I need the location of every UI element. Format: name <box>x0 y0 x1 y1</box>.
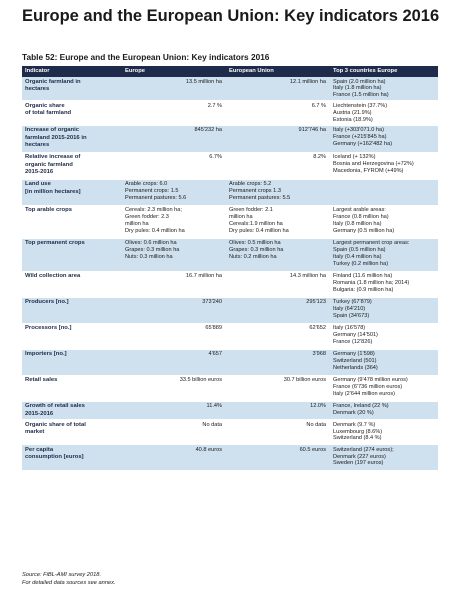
cell-line: Largest permanent crop areas: <box>333 240 410 247</box>
european-union-cell <box>226 445 330 471</box>
europe-cell <box>122 375 226 401</box>
table-row <box>22 349 438 375</box>
cell-line: 12.1 million ha <box>289 78 326 85</box>
cell-line: Romania (1.8 million ha; 2014) <box>333 280 410 287</box>
cell-line: Arable crops: 6.0 <box>125 181 168 188</box>
cell-line: Largest arable areas: <box>333 207 386 214</box>
key-indicators-table <box>22 66 438 471</box>
cell-line: market <box>25 428 45 435</box>
cell-line: Increase of organic <box>25 127 80 134</box>
indicator-cell <box>22 152 122 179</box>
top3-countries-cell <box>330 205 438 238</box>
indicator-cell <box>22 323 122 349</box>
europe-cell <box>122 179 226 205</box>
cell-line: Grapes: 0.3 million ha <box>125 247 180 254</box>
cell-line: 30.7 billion euros <box>283 377 326 384</box>
cell-line: 13.5 million ha <box>185 78 222 85</box>
cell-line: of total farmland <box>25 110 72 117</box>
cell-line: Liechtenstein (37.7%) <box>333 102 388 109</box>
cell-line: Spain (2.0 million ha) <box>333 78 386 85</box>
cell-line: Bulgaria: (0.9 million ha) <box>333 287 394 293</box>
cell-line: 373'240 <box>202 299 222 306</box>
cell-line: Producers [no.] <box>25 299 69 306</box>
cell-line: million ha <box>229 214 253 221</box>
top3-countries-cell <box>330 179 438 205</box>
european-union-cell <box>226 179 330 205</box>
cell-line: Estonia (18.9%) <box>333 116 373 123</box>
cell-line: Turkey (67'879) <box>333 299 372 306</box>
table-row <box>22 271 438 297</box>
european-union-cell <box>226 152 330 179</box>
source-note <box>22 571 116 588</box>
cell-line: Denmark (9.7 %) <box>333 421 376 428</box>
cell-line: Italy (64'210) <box>333 306 366 313</box>
indicator-cell <box>22 420 122 445</box>
cell-line: 3'968 <box>312 351 326 358</box>
table-row <box>22 375 438 401</box>
indicator-cell <box>22 445 122 471</box>
cell-line: France (12'826) <box>333 339 373 345</box>
cell-line: 14.3 million ha <box>289 273 326 280</box>
header-indicator: Indicator <box>22 66 122 77</box>
europe-cell <box>122 297 226 323</box>
cell-line: Macedonia, FYROM (+49%) <box>333 168 404 174</box>
indicator-cell <box>22 401 122 419</box>
cell-line: 2.7 % <box>207 102 222 109</box>
cell-line: 8.2% <box>313 154 326 161</box>
cell-line: Italy (0.4 million ha) <box>333 254 382 260</box>
cell-line: Iceland (+ 132%) <box>333 154 376 161</box>
cell-line: Finland (11.6 million ha) <box>333 273 393 280</box>
cell-line: Turkey (0.2 million ha) <box>333 260 389 267</box>
source-line: Source: FiBL-AMI survey 2018. <box>22 572 102 578</box>
table-row <box>22 125 438 152</box>
europe-cell <box>122 271 226 297</box>
cell-line: Luxembourg (8.6%) <box>333 428 383 435</box>
header-europe: Europe <box>122 66 226 77</box>
top3-countries-cell <box>330 125 438 152</box>
cell-line: consumption [euros] <box>25 453 84 460</box>
european-union-cell <box>226 238 330 271</box>
cell-line: farmland 2015-2016 in <box>25 134 87 141</box>
europe-cell <box>122 323 226 349</box>
cell-line: Wild collection area <box>25 273 81 280</box>
europe-cell <box>122 238 226 271</box>
top3-countries-cell <box>330 238 438 271</box>
cell-line: Germany (+162'482 ha) <box>333 141 393 147</box>
cell-line: Germany (14'501) <box>333 332 378 339</box>
cell-line: Sweden (197 euros) <box>333 460 384 467</box>
cell-line: hectares <box>25 141 50 148</box>
european-union-cell <box>226 125 330 152</box>
cell-line: Germany (1'598) <box>333 351 375 358</box>
cell-line: 4'657 <box>208 351 222 358</box>
cell-line: hectares <box>25 85 50 92</box>
cell-line: Top permanent crops <box>25 240 85 247</box>
cell-line: France (0.8 million ha) <box>333 214 389 221</box>
cell-line: Spain (0.5 million ha) <box>333 247 386 254</box>
cell-line: Land use <box>25 181 51 188</box>
cell-line: Growth of retail sales <box>25 403 85 410</box>
europe-cell <box>122 205 226 238</box>
table-row <box>22 420 438 445</box>
cell-line: Italy (2'644 million euros) <box>333 391 396 397</box>
cell-line: Importers [no.] <box>25 351 67 358</box>
cell-line: Per capita <box>25 446 54 453</box>
header-european-union: European Union <box>226 66 330 77</box>
cell-line: 33.5 billion euros <box>179 377 222 384</box>
cell-line: Permanent pastures: 5.6 <box>125 195 187 201</box>
indicator-cell <box>22 101 122 125</box>
top3-countries-cell <box>330 445 438 471</box>
europe-cell <box>122 152 226 179</box>
european-union-cell <box>226 420 330 445</box>
cell-line: Organic share of total <box>25 421 86 428</box>
cell-line: 12.0% <box>310 403 326 410</box>
cell-line: Italy (16'578) <box>333 325 366 332</box>
cell-line: Permanent crops: 1.5 <box>125 188 179 195</box>
source-line: For detailed data sources see annex. <box>22 580 116 587</box>
table-row <box>22 152 438 179</box>
top3-countries-cell <box>330 375 438 401</box>
cell-line: 6.7 % <box>311 102 326 109</box>
top3-countries-cell <box>330 77 438 101</box>
table-row <box>22 238 438 271</box>
europe-cell <box>122 349 226 375</box>
cell-line: 40.8 euros <box>195 446 222 453</box>
europe-cell <box>122 401 226 419</box>
cell-line: Nuts: 0.2 million ha <box>229 254 277 260</box>
european-union-cell <box>226 77 330 101</box>
key-indicators-table-container <box>22 66 438 471</box>
cell-line: million ha <box>125 221 149 227</box>
cell-line: France, Ireland (22 %) <box>333 403 389 410</box>
table-row <box>22 179 438 205</box>
cell-line: 16.7 million ha <box>185 273 222 280</box>
european-union-cell <box>226 297 330 323</box>
table-row <box>22 101 438 125</box>
europe-cell <box>122 125 226 152</box>
table-row <box>22 323 438 349</box>
header-top3-countries: Top 3 countries Europe <box>330 66 438 77</box>
cell-line: Olives: 0.5 million ha <box>229 240 281 247</box>
cell-line: organic farmland <box>25 161 73 168</box>
european-union-cell <box>226 101 330 125</box>
cell-line: 65'889 <box>205 325 222 332</box>
indicator-cell <box>22 375 122 401</box>
cell-line: Denmark (20 %) <box>333 410 374 417</box>
cell-line: Austria (21.9%) <box>333 109 372 116</box>
cell-line: Switzerland (501) <box>333 358 377 365</box>
indicator-cell <box>22 179 122 205</box>
cell-line: [in million hectares] <box>25 188 81 195</box>
cell-line: Processors [no.] <box>25 325 72 332</box>
cell-line: Top arable crops <box>25 207 73 214</box>
table-caption: Table 52: Europe and the European Union: Key indicators 2016 <box>22 52 270 62</box>
top3-countries-cell <box>330 349 438 375</box>
cell-line: Arable crops: 5.2 <box>229 181 272 188</box>
europe-cell <box>122 420 226 445</box>
cell-line: 2015-2016 <box>25 410 54 417</box>
page-title: Europe and the European Union: Key indicators 2016 <box>22 7 440 25</box>
table-header-row <box>22 66 438 77</box>
europe-cell <box>122 77 226 101</box>
cell-line: 11.4% <box>206 403 222 410</box>
cell-line: No data <box>306 421 326 428</box>
cell-line: 295'123 <box>306 299 326 306</box>
cell-line: Switzerland (8.4 %) <box>333 435 382 442</box>
indicator-cell <box>22 238 122 271</box>
cell-line: 60.5 euros <box>299 446 326 453</box>
cell-line: Bosnia and Herzegovina (+72%) <box>333 161 414 168</box>
cell-line: France (+215'845 ha) <box>333 134 387 141</box>
cell-line: No data <box>202 421 222 428</box>
cell-line: Olives: 0.6 million ha <box>125 240 177 247</box>
cell-line: Permanent crops 1.3 <box>229 188 281 195</box>
cell-line: Netherlands (364) <box>333 365 378 371</box>
cell-line: Dry pules: 0.4 million ha <box>125 227 185 234</box>
cell-line: Cereals:1.9 million ha <box>229 221 283 227</box>
europe-cell <box>122 101 226 125</box>
cell-line: Relative increase of <box>25 154 81 161</box>
table-row <box>22 401 438 419</box>
top3-countries-cell <box>330 420 438 445</box>
table-row <box>22 445 438 471</box>
cell-line: Nuts: 0.3 million ha <box>125 254 173 260</box>
cell-line: Green fodder: 2.3 <box>125 214 169 221</box>
cell-line: 912'746 ha <box>298 127 326 134</box>
cell-line: Germany (9'478 million euros) <box>333 377 408 384</box>
cell-line: France (1.5 million ha) <box>333 92 389 99</box>
cell-line: France (6'736 million euros) <box>333 384 403 391</box>
indicator-cell <box>22 297 122 323</box>
top3-countries-cell <box>330 152 438 179</box>
cell-line: Switzerland (274 euros); <box>333 446 394 453</box>
cell-line: Grapes: 0.3 million ha <box>229 247 284 254</box>
cell-line: Retail sales <box>25 377 58 384</box>
cell-line: 62'652 <box>309 325 326 332</box>
indicator-cell <box>22 349 122 375</box>
cell-line: Italy (0.8 million ha) <box>333 221 382 227</box>
table-body <box>22 77 438 471</box>
europe-cell <box>122 445 226 471</box>
cell-line: Dry pules: 0.4 million ha <box>229 227 289 234</box>
cell-line: Germany (0.5 million ha) <box>333 227 395 234</box>
european-union-cell <box>226 401 330 419</box>
table-row <box>22 297 438 323</box>
indicator-cell <box>22 205 122 238</box>
top3-countries-cell <box>330 271 438 297</box>
cell-line: Green fodder: 2.1 <box>229 207 273 214</box>
european-union-cell <box>226 205 330 238</box>
cell-line: 2015-2016 <box>25 168 54 175</box>
cell-line: Denmark (227 euros) <box>333 453 386 460</box>
cell-line: Cereals: 2.3 million ha; <box>125 207 182 214</box>
top3-countries-cell <box>330 101 438 125</box>
top3-countries-cell <box>330 323 438 349</box>
cell-line: 845'232 ha <box>194 127 222 134</box>
table-row <box>22 77 438 101</box>
european-union-cell <box>226 271 330 297</box>
european-union-cell <box>226 349 330 375</box>
cell-line: 6.7% <box>209 154 222 161</box>
cell-line: Permanent pastures: 5.5 <box>229 195 291 201</box>
cell-line: Italy (1.8 million ha) <box>333 85 382 92</box>
top3-countries-cell <box>330 297 438 323</box>
cell-line: Organic share <box>25 102 65 109</box>
european-union-cell <box>226 375 330 401</box>
indicator-cell <box>22 77 122 101</box>
cell-line: Italy (+303'071.0 ha) <box>333 127 384 134</box>
top3-countries-cell <box>330 401 438 419</box>
european-union-cell <box>226 323 330 349</box>
indicator-cell <box>22 125 122 152</box>
indicator-cell <box>22 271 122 297</box>
table-row <box>22 205 438 238</box>
cell-line: Organic farmland in <box>25 78 81 85</box>
cell-line: Spain (34'673) <box>333 313 370 319</box>
